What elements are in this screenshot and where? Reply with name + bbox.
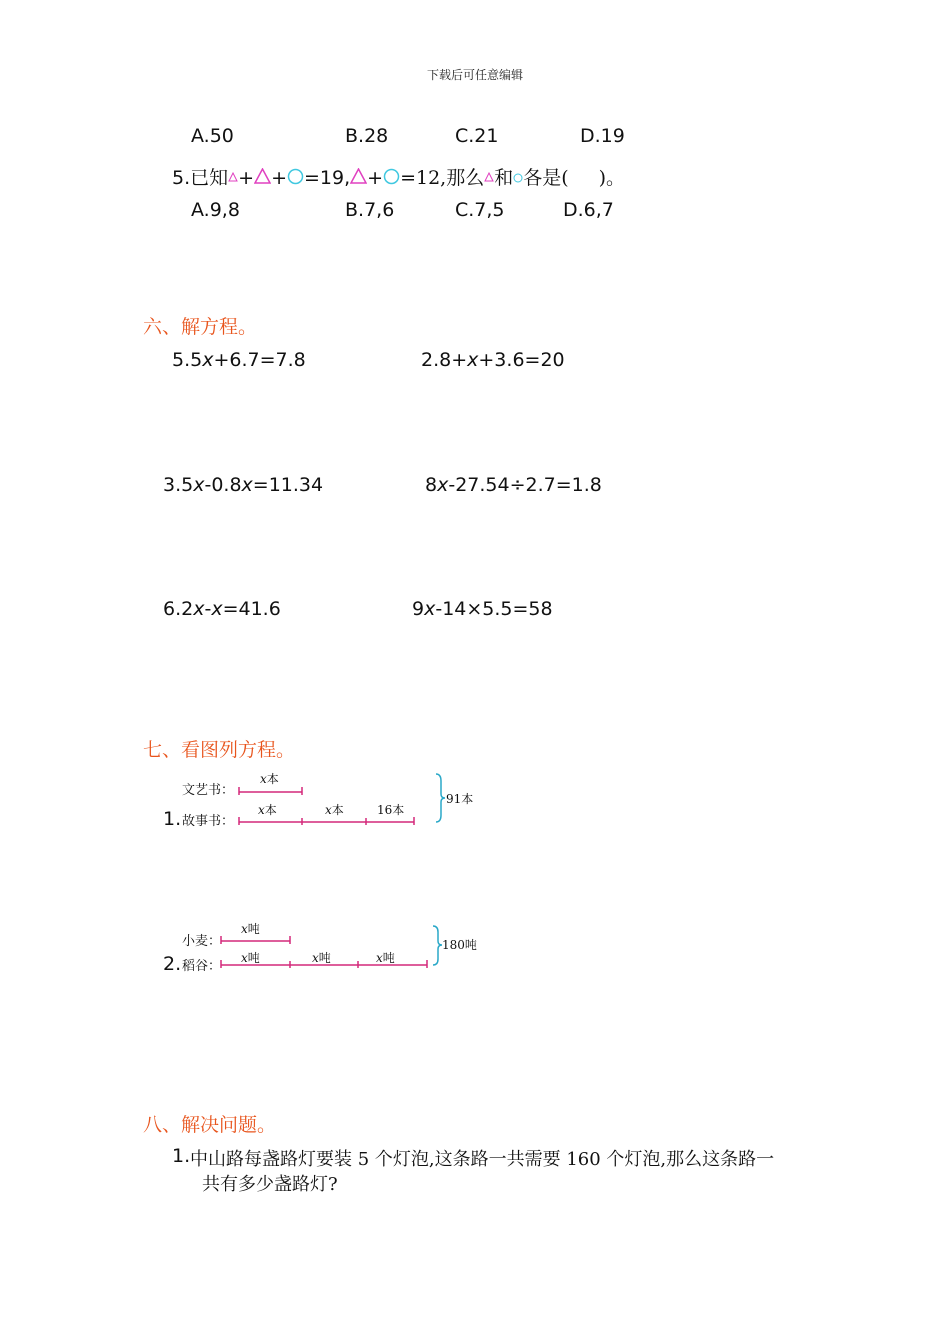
diagram-2-segment-label-2: x吨 [312, 951, 331, 965]
eq-text: 5.5 [172, 349, 203, 371]
diagram-1-brace [436, 774, 445, 822]
q5-text: + [367, 167, 384, 189]
diagram-2-number: 2. [163, 953, 182, 975]
eq-text: -0.8 [204, 474, 242, 496]
q5-text: =12,那么 [400, 167, 485, 189]
problem-1-number: 1. [172, 1145, 191, 1167]
eq-text: +6.7=7.8 [213, 349, 306, 371]
diagram-2-top-bar [221, 936, 290, 944]
eq-text: 8 [425, 474, 438, 496]
q5-option-b: B.7,6 [345, 199, 395, 221]
eq-text: -14×5.5=58 [435, 598, 553, 620]
diagram-1-top-segment-label: x本 [260, 772, 279, 786]
diagram-2-row1-label: 小麦： [182, 934, 222, 949]
diagram-2-total-label: 180吨 [442, 938, 477, 952]
eq-text: - [204, 598, 212, 620]
eq-variable: x [211, 598, 223, 620]
q5-option-c: C.7,5 [455, 199, 505, 221]
problem-1-line-1: 中山路每盏路灯要装 5 个灯泡,这条路一共需要 160 个灯泡,那么这条路一 [190, 1149, 775, 1170]
q5-option-d: D.6,7 [563, 199, 614, 221]
diagram-1-segment-label-2: x本 [325, 803, 344, 817]
eq-variable: x [437, 474, 449, 496]
diagram-2-row2-label: 稻谷： [182, 959, 222, 974]
eq-text: 2.8+ [421, 349, 468, 371]
diagram-1-row2-label: 故事书： [182, 814, 235, 829]
q5-text: 各是( [523, 167, 569, 189]
q5-option-a: A.9,8 [191, 199, 240, 221]
eq-variable: x [193, 598, 205, 620]
q4-option-a: A.50 [191, 125, 234, 147]
eq-text: 9 [412, 598, 425, 620]
q5-text: + [271, 167, 287, 189]
eq-variable: x [202, 349, 214, 371]
q5-number: 5. [172, 167, 191, 189]
eq-variable: x [467, 349, 479, 371]
q5-text: 和 [494, 167, 514, 189]
q4-option-b: B.28 [345, 125, 389, 147]
diagram-1-bottom-bar [239, 817, 414, 825]
diagram-2-brace [433, 926, 442, 965]
diagram-2-segment-label-3: x吨 [376, 951, 395, 965]
q5-text: =19, [304, 167, 351, 189]
diagram-1-top-bar [239, 787, 302, 795]
eq-variable: x [241, 474, 253, 496]
page-header: 下载后可任意编辑 [426, 68, 523, 82]
diagram-2-segment-label-1: x吨 [241, 951, 260, 965]
q5-text: )。 [598, 167, 626, 189]
eq-variable: x [193, 474, 205, 496]
diagram-1-number: 1. [163, 808, 182, 830]
diagram-1-total-label: 91本 [446, 792, 474, 806]
eq-variable: x [424, 598, 436, 620]
problem-1-line-2: 共有多少盏路灯? [202, 1174, 338, 1195]
diagram-1-segment-label-1: x本 [258, 803, 277, 817]
eq-text: =11.34 [252, 474, 324, 496]
eq-text: -27.54÷2.7=1.8 [448, 474, 602, 496]
q4-option-c: C.21 [455, 125, 499, 147]
diagram-1-segment-label-3: 16本 [377, 803, 405, 817]
section-7-title: 七、看图列方程。 [143, 739, 296, 761]
eq-text: =41.6 [222, 598, 281, 620]
diagram-2-top-segment-label: x吨 [241, 922, 260, 936]
section-8-title: 八、解决问题。 [143, 1114, 277, 1136]
diagram-1-row1-label: 文艺书： [182, 783, 235, 798]
q5-text: 已知 [190, 167, 229, 189]
q4-option-d: D.19 [580, 125, 625, 147]
eq-text: 3.5 [163, 474, 194, 496]
section-6-title: 六、解方程。 [143, 316, 258, 338]
q5-text: + [238, 167, 255, 189]
eq-text: 6.2 [163, 598, 194, 620]
eq-text: +3.6=20 [478, 349, 565, 371]
